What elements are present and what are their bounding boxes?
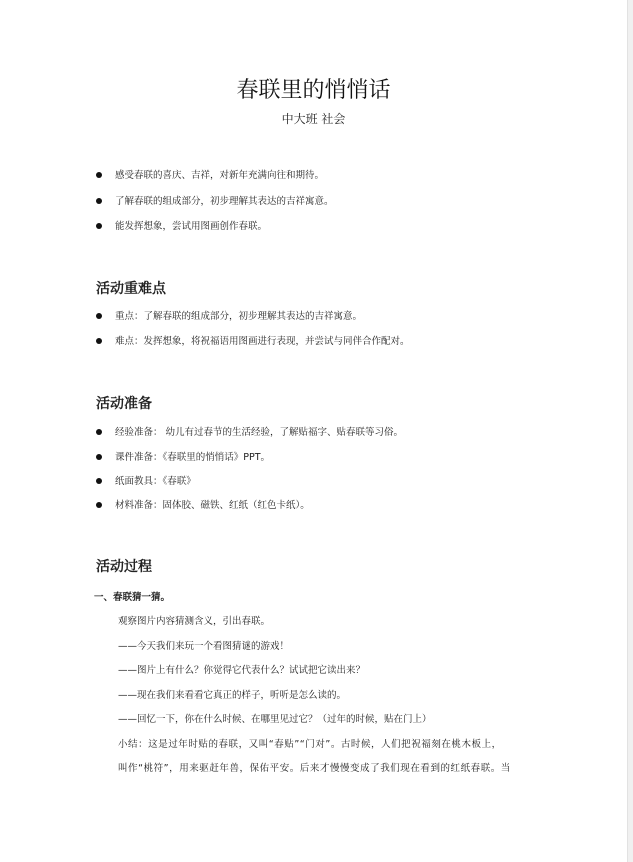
step-title: 一、春联猜一猜。	[94, 592, 171, 603]
preparation-item: 课件准备：《春联里的悄悄话》PPT。	[96, 451, 270, 465]
paragraph: ——今天我们来玩一个看图猜谜的游戏！	[118, 641, 290, 652]
bullet-icon	[96, 338, 102, 344]
goal-item: 能发挥想象，尝试用图画创作春联。	[96, 220, 267, 234]
document-title: 春联里的悄悄话	[236, 78, 391, 103]
document-subtitle: 中大班 社会	[281, 112, 346, 126]
bullet-icon	[96, 502, 102, 508]
paragraph: ——现在我们来看看它真正的样子，听听是怎么读的。	[118, 690, 347, 701]
bullet-icon	[96, 198, 102, 204]
bullet-icon	[96, 223, 102, 229]
paragraph: ——图片上有什么？你觉得它代表什么？试试把它读出来？	[118, 665, 366, 676]
bullet-icon	[96, 313, 102, 319]
preparation-item: 纸面教具：《春联》	[96, 475, 196, 489]
goal-item: 了解春联的组成部分，初步理解其表达的吉祥寓意。	[96, 195, 334, 209]
section-heading-preparation: 活动准备	[96, 396, 152, 412]
preparation-item: 经验准备： 幼儿有过春节的生活经验，了解贴福字、贴春联等习俗。	[96, 426, 403, 440]
bullet-icon	[96, 454, 102, 460]
paragraph: 观察图片内容猜测含义，引出春联。	[118, 616, 271, 627]
section-heading-key-points: 活动重难点	[96, 281, 166, 297]
bullet-icon	[96, 172, 102, 178]
preparation-item: 材料准备：固体胶、磁铁、红纸（红色卡纸）。	[96, 499, 310, 513]
paragraph: 叫作“桃符”，用来驱赶年兽，保佑平安。后来才慢慢变成了我们现在看到的红纸春联。当	[118, 763, 511, 774]
goal-item: 感受春联的喜庆、吉祥，对新年充满向往和期待。	[96, 169, 324, 183]
bullet-icon	[96, 478, 102, 484]
section-heading-process: 活动过程	[96, 559, 152, 575]
key-point-item: 重点：了解春联的组成部分，初步理解其表达的吉祥寓意。	[96, 310, 362, 324]
paragraph: ——回忆一下，你在什么时候、在哪里见过它？（过年的时候，贴在门上）	[118, 714, 432, 725]
key-point-item: 难点：发挥想象，将祝福语用图画进行表现，并尝试与同伴合作配对。	[96, 335, 410, 349]
bullet-icon	[96, 429, 102, 435]
paragraph: 小结：这是过年时贴的春联，又叫“春贴”“门对”。古时候，人们把祝福刻在桃木板上，	[118, 739, 502, 750]
